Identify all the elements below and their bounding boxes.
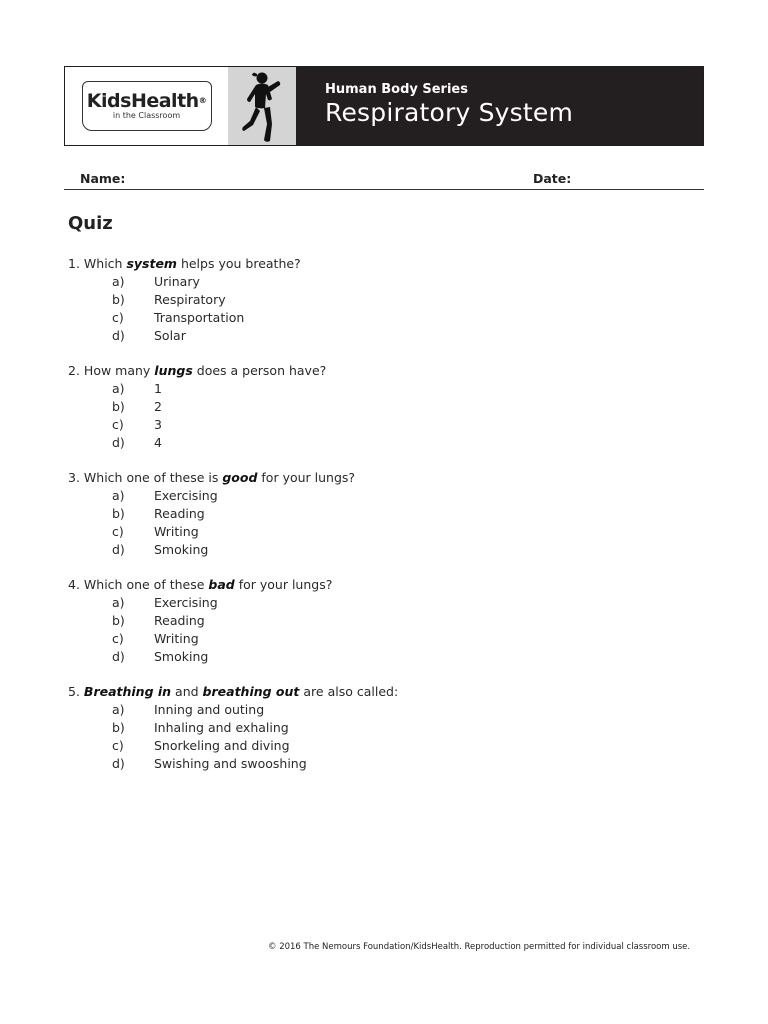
question-keyword: bad: [208, 577, 235, 592]
name-date-row: [64, 170, 704, 190]
question-text: 5. Breathing in and breathing out are also called:: [68, 684, 399, 699]
name-label: Name:: [80, 171, 126, 186]
answer-option: c) 3: [112, 417, 162, 432]
logo-registered-mark: ®: [198, 96, 207, 105]
answer-option: d) 4: [112, 435, 162, 450]
question-text: 1. Which system helps you breathe?: [68, 256, 301, 271]
answer-option: d) Solar: [112, 328, 186, 343]
answer-option: d) Swishing and swooshing: [112, 756, 307, 771]
answer-option: a) Exercising: [112, 595, 218, 610]
answer-option: c) Transportation: [112, 310, 245, 325]
copyright-footer: © 2016 The Nemours Foundation/KidsHealth. Reproduction permitted for individual classroom use.: [268, 942, 691, 952]
answer-option: b) Reading: [112, 506, 205, 521]
question-keyword: breathing out: [202, 684, 300, 699]
answer-option: c) Writing: [112, 524, 199, 539]
question-text: 3. Which one of these is good for your lungs?: [68, 470, 356, 485]
jumping-child-icon: [238, 69, 286, 145]
date-label: Date:: [533, 171, 572, 186]
question-keyword: lungs: [154, 363, 193, 378]
series-label: Human Body Series: [325, 82, 468, 97]
answer-option: d) Smoking: [112, 542, 209, 557]
logo-sub-text: in the Classroom: [112, 111, 181, 120]
logo-main-text: KidsHealth: [86, 90, 199, 112]
question-5: [68, 683, 628, 773]
answer-option: c) Snorkeling and diving: [112, 738, 290, 753]
answer-option: b) 2: [112, 399, 162, 414]
question-keyword: system: [126, 256, 177, 271]
header-banner: [64, 66, 704, 146]
question-3: [68, 469, 628, 559]
question-keyword: good: [222, 470, 258, 485]
question-text: 4. Which one of these bad for your lungs?: [68, 577, 333, 592]
question-keyword: Breathing in: [83, 684, 172, 699]
question-4: [68, 576, 628, 666]
answer-option: a) Inning and outing: [112, 702, 265, 717]
kidshealth-logo: [82, 81, 212, 131]
answer-option: b) Respiratory: [112, 292, 226, 307]
logo-cell: [65, 67, 228, 145]
answer-option: a) 1: [112, 381, 162, 396]
question-2: [68, 362, 628, 452]
answer-option: b) Inhaling and exhaling: [112, 720, 289, 735]
title-cell: [296, 67, 703, 145]
question-text: 2. How many lungs does a person have?: [68, 363, 327, 378]
answer-option: b) Reading: [112, 613, 205, 628]
answer-option: d) Smoking: [112, 649, 209, 664]
page-title: Respiratory System: [325, 98, 574, 127]
quiz-heading: Quiz: [68, 213, 113, 234]
answer-option: a) Urinary: [112, 274, 200, 289]
answer-option: c) Writing: [112, 631, 199, 646]
question-1: [68, 255, 628, 345]
kid-silhouette-cell: [228, 67, 296, 145]
answer-option: a) Exercising: [112, 488, 218, 503]
